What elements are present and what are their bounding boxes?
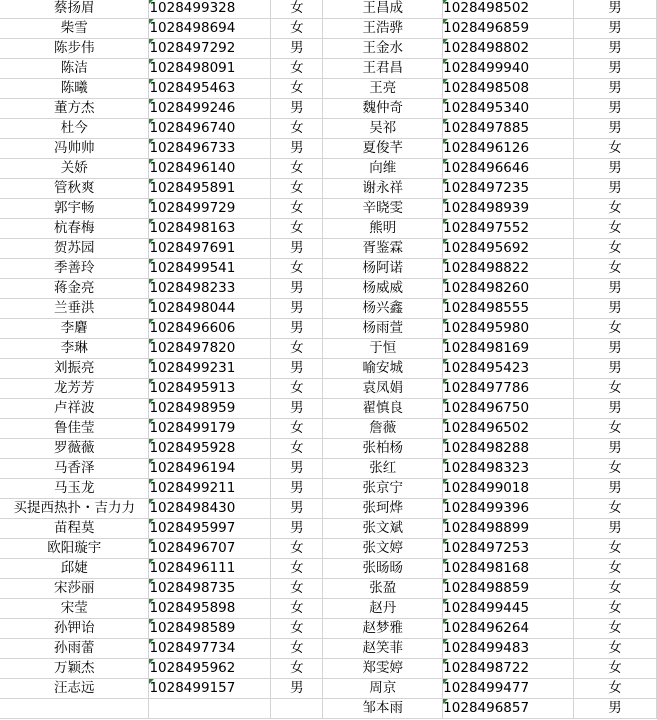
gender-cell[interactable]: 女 [271,539,323,559]
gender-cell[interactable]: 女 [574,599,657,619]
gender-cell[interactable]: 男 [271,319,323,339]
gender-cell[interactable]: 女 [271,219,323,239]
id-cell[interactable]: 1028496264 [443,619,574,639]
name-cell[interactable]: 冯帅帅 [0,139,149,159]
table-row [0,259,657,279]
id-cell[interactable]: 1028497734 [149,639,271,659]
table-row [0,379,657,399]
id-cell[interactable]: 1028495913 [149,379,271,399]
gender-cell[interactable]: 女 [271,199,323,219]
id-cell[interactable]: 1028495423 [443,359,574,379]
name-cell[interactable]: 孙雨蕾 [0,639,149,659]
id-cell[interactable]: 1028498939 [443,199,574,219]
gender-cell[interactable]: 女 [271,119,323,139]
id-cell[interactable]: 1028499940 [443,59,574,79]
id-cell[interactable]: 1028499328 [149,0,271,19]
id-cell[interactable]: 1028496126 [443,139,574,159]
gender-cell[interactable]: 男 [271,239,323,259]
id-cell[interactable]: 1028495898 [149,599,271,619]
id-cell[interactable]: 1028499396 [443,499,574,519]
gender-cell[interactable]: 女 [574,459,657,479]
name-cell[interactable]: 龙芳芳 [0,379,149,399]
table-row [0,419,657,439]
id-cell[interactable]: 1028496707 [149,539,271,559]
id-cell[interactable]: 1028497253 [443,539,574,559]
id-cell[interactable]: 1028499541 [149,259,271,279]
id-cell[interactable]: 1028495692 [443,239,574,259]
table-row [0,139,657,159]
id-cell[interactable]: 1028498694 [149,19,271,39]
id-cell[interactable]: 1028495340 [443,99,574,119]
table-row [0,399,657,419]
id-cell[interactable]: 1028496194 [149,459,271,479]
name-cell[interactable]: 张旸旸 [323,559,443,579]
gender-cell[interactable]: 男 [271,399,323,419]
name-cell[interactable]: 周京 [323,679,443,699]
name-cell[interactable]: 王浩骅 [323,19,443,39]
gender-cell[interactable]: 女 [574,619,657,639]
id-cell[interactable]: 1028497235 [443,179,574,199]
gender-cell[interactable]: 女 [271,59,323,79]
id-cell[interactable]: 1028498899 [443,519,574,539]
id-cell[interactable]: 1028498169 [443,339,574,359]
name-cell[interactable]: 王亮 [323,79,443,99]
id-cell[interactable]: 1028497691 [149,239,271,259]
name-cell[interactable]: 罗薇薇 [0,439,149,459]
name-cell[interactable]: 袁凤娟 [323,379,443,399]
gender-cell[interactable]: 女 [574,639,657,659]
id-cell[interactable]: 1028496857 [443,699,574,719]
id-cell[interactable]: 1028496740 [149,119,271,139]
name-cell[interactable]: 赵丹 [323,599,443,619]
table-row [0,219,657,239]
name-cell[interactable]: 郭宇畅 [0,199,149,219]
id-cell[interactable]: 1028496606 [149,319,271,339]
id-cell[interactable]: 1028498735 [149,579,271,599]
id-cell[interactable]: 1028497552 [443,219,574,239]
gender-cell[interactable]: 男 [574,99,657,119]
name-cell[interactable]: 邹本雨 [323,699,443,719]
name-cell[interactable]: 张红 [323,459,443,479]
name-cell[interactable]: 宋莹 [0,599,149,619]
id-cell[interactable]: 1028499246 [149,99,271,119]
id-cell[interactable]: 1028498508 [443,79,574,99]
table-row [0,19,657,39]
name-cell[interactable]: 张盈 [323,579,443,599]
table-row [0,699,657,719]
table-row [0,439,657,459]
id-cell[interactable]: 1028498959 [149,399,271,419]
name-cell[interactable]: 王昌成 [323,0,443,19]
table-row [0,519,657,539]
gender-cell[interactable]: 男 [574,159,657,179]
gender-cell[interactable]: 女 [271,339,323,359]
name-cell[interactable]: 董方杰 [0,99,149,119]
gender-cell[interactable]: 女 [574,579,657,599]
gender-cell[interactable]: 女 [271,599,323,619]
gender-cell[interactable]: 男 [574,279,657,299]
id-cell[interactable]: 1028498323 [443,459,574,479]
gender-cell[interactable]: 女 [574,419,657,439]
table-row [0,319,657,339]
name-cell[interactable]: 陈步伟 [0,39,149,59]
table-row [0,639,657,659]
gender-cell[interactable]: 男 [271,519,323,539]
name-cell[interactable]: 王金水 [323,39,443,59]
gender-cell[interactable]: 男 [574,119,657,139]
table-row [0,559,657,579]
name-cell[interactable]: 关娇 [0,159,149,179]
id-cell[interactable]: 1028498168 [443,559,574,579]
name-cell[interactable]: 季善玲 [0,259,149,279]
table-row [0,179,657,199]
gender-cell[interactable]: 男 [574,359,657,379]
gender-cell[interactable]: 女 [271,179,323,199]
name-cell[interactable]: 于恒 [323,339,443,359]
gender-cell[interactable]: 女 [574,319,657,339]
gender-cell[interactable]: 女 [574,539,657,559]
gender-cell[interactable]: 女 [271,559,323,579]
gender-cell[interactable]: 女 [574,379,657,399]
gender-cell[interactable]: 男 [574,179,657,199]
gender-cell[interactable]: 女 [271,0,323,19]
name-cell[interactable]: 张京宁 [323,479,443,499]
name-cell[interactable]: 卢祥波 [0,399,149,419]
table-row [0,599,657,619]
gender-cell[interactable]: 男 [574,519,657,539]
gender-cell[interactable]: 男 [271,459,323,479]
id-cell[interactable]: 1028496646 [443,159,574,179]
gender-cell[interactable]: 男 [271,679,323,699]
id-cell[interactable]: 1028495962 [149,659,271,679]
id-cell[interactable]: 1028499483 [443,639,574,659]
id-cell[interactable]: 1028498044 [149,299,271,319]
gender-cell[interactable]: 男 [574,59,657,79]
gender-cell[interactable]: 男 [271,359,323,379]
name-cell[interactable]: 李琳 [0,339,149,359]
name-cell[interactable]: 万颖杰 [0,659,149,679]
name-cell[interactable]: 吴祁 [323,119,443,139]
id-cell[interactable]: 1028498722 [443,659,574,679]
id-cell[interactable]: 1028495928 [149,439,271,459]
gender-cell[interactable]: 男 [574,439,657,459]
table-row [0,619,657,639]
name-cell[interactable]: 欧阳璇宇 [0,539,149,559]
gender-cell[interactable]: 男 [574,479,657,499]
table-row [0,459,657,479]
name-cell[interactable]: 兰垂洪 [0,299,149,319]
name-cell[interactable]: 向维 [323,159,443,179]
id-cell[interactable]: 1028497292 [149,39,271,59]
gender-cell[interactable]: 男 [271,39,323,59]
gender-cell[interactable]: 男 [574,39,657,59]
id-cell[interactable]: 1028499477 [443,679,574,699]
name-cell[interactable]: 鲁佳莹 [0,419,149,439]
name-cell[interactable]: 夏俊芊 [323,139,443,159]
table-row [0,339,657,359]
gender-cell[interactable]: 女 [271,619,323,639]
name-cell[interactable]: 陈曦 [0,79,149,99]
gender-cell[interactable]: 男 [271,279,323,299]
table-row [0,659,657,679]
name-cell[interactable]: 张柏杨 [323,439,443,459]
table-row [0,159,657,179]
name-cell[interactable]: 喻安城 [323,359,443,379]
gender-cell[interactable]: 女 [574,259,657,279]
gender-cell[interactable]: 女 [271,159,323,179]
gender-cell[interactable]: 男 [271,99,323,119]
id-cell[interactable]: 1028498802 [443,39,574,59]
gender-cell[interactable]: 女 [574,139,657,159]
id-cell[interactable]: 1028499231 [149,359,271,379]
id-cell[interactable]: 1028499445 [443,599,574,619]
gender-cell[interactable]: 女 [271,439,323,459]
gender-cell[interactable]: 女 [574,199,657,219]
id-cell[interactable]: 1028496733 [149,139,271,159]
id-cell[interactable]: 1028495891 [149,179,271,199]
name-cell[interactable]: 马玉龙 [0,479,149,499]
name-cell[interactable]: 李麏 [0,319,149,339]
name-cell[interactable]: 胥鉴霖 [323,239,443,259]
id-cell[interactable]: 1028499179 [149,419,271,439]
table-row [0,499,657,519]
table-row [0,79,657,99]
id-cell[interactable]: 1028498589 [149,619,271,639]
gender-cell[interactable]: 女 [271,659,323,679]
gender-cell[interactable]: 男 [271,479,323,499]
name-cell[interactable]: 翟慎良 [323,399,443,419]
gender-cell[interactable]: 男 [574,0,657,19]
id-cell[interactable]: 1028497885 [443,119,574,139]
gender-cell[interactable]: 女 [574,679,657,699]
id-cell[interactable]: 1028498260 [443,279,574,299]
name-cell[interactable]: 陈洁 [0,59,149,79]
gender-cell[interactable]: 女 [271,579,323,599]
gender-cell[interactable]: 男 [574,339,657,359]
name-cell[interactable]: 张珂烨 [323,499,443,519]
id-cell[interactable]: 1028498091 [149,59,271,79]
name-cell[interactable]: 孙钾诒 [0,619,149,639]
id-cell[interactable]: 1028496140 [149,159,271,179]
gender-cell[interactable]: 男 [574,399,657,419]
table-row [0,479,657,499]
gender-cell[interactable]: 女 [271,259,323,279]
name-cell[interactable]: 邱婕 [0,559,149,579]
gender-cell[interactable] [271,699,323,719]
id-cell[interactable]: 1028499157 [149,679,271,699]
gender-cell[interactable]: 女 [574,239,657,259]
name-cell[interactable]: 杨兴鑫 [323,299,443,319]
id-cell[interactable]: 1028498555 [443,299,574,319]
id-cell[interactable]: 1028498502 [443,0,574,19]
name-cell[interactable]: 管秋爽 [0,179,149,199]
name-cell[interactable]: 汪志远 [0,679,149,699]
name-cell[interactable]: 张文婷 [323,539,443,559]
id-cell[interactable]: 1028497786 [443,379,574,399]
id-cell[interactable]: 1028498430 [149,499,271,519]
id-cell[interactable]: 1028497820 [149,339,271,359]
gender-cell[interactable]: 男 [271,299,323,319]
name-cell[interactable]: 王君昌 [323,59,443,79]
table-row [0,279,657,299]
id-cell[interactable] [149,699,271,719]
table-row [0,239,657,259]
name-cell[interactable]: 蒋金亮 [0,279,149,299]
name-cell[interactable]: 谢永祥 [323,179,443,199]
name-cell[interactable]: 贺苏园 [0,239,149,259]
table-row [0,99,657,119]
gender-cell[interactable]: 女 [574,499,657,519]
id-cell[interactable]: 1028496502 [443,419,574,439]
table-row [0,359,657,379]
id-cell[interactable]: 1028498233 [149,279,271,299]
gender-cell[interactable]: 女 [271,79,323,99]
gender-cell[interactable]: 男 [271,499,323,519]
table-row [0,299,657,319]
gender-cell[interactable]: 女 [271,419,323,439]
name-cell[interactable]: 马香泽 [0,459,149,479]
gender-cell[interactable]: 男 [574,299,657,319]
name-cell[interactable]: 杜今 [0,119,149,139]
table-row [0,539,657,559]
gender-cell[interactable]: 女 [271,379,323,399]
gender-cell[interactable]: 女 [574,659,657,679]
name-cell[interactable]: 买提西热扑・吉力力 [0,499,149,519]
table-row [0,39,657,59]
name-cell[interactable]: 魏仲奇 [323,99,443,119]
gender-cell[interactable]: 男 [574,699,657,719]
name-cell[interactable] [0,699,149,719]
name-cell[interactable]: 宋莎丽 [0,579,149,599]
gender-cell[interactable]: 男 [574,79,657,99]
table-row [0,679,657,699]
id-cell[interactable]: 1028498822 [443,259,574,279]
id-cell[interactable]: 1028499729 [149,199,271,219]
name-cell[interactable]: 刘振亮 [0,359,149,379]
name-cell[interactable]: 赵梦雅 [323,619,443,639]
id-cell[interactable]: 1028495980 [443,319,574,339]
table-row [0,59,657,79]
name-cell[interactable]: 詹薇 [323,419,443,439]
gender-cell[interactable]: 女 [574,559,657,579]
table-row [0,0,657,19]
id-cell[interactable]: 1028495463 [149,79,271,99]
gender-cell[interactable]: 女 [271,639,323,659]
name-cell[interactable]: 郑雯婷 [323,659,443,679]
name-cell[interactable]: 杭春梅 [0,219,149,239]
name-cell[interactable]: 熊明 [323,219,443,239]
id-cell[interactable]: 1028498288 [443,439,574,459]
table-row [0,199,657,219]
id-cell[interactable]: 1028496859 [443,19,574,39]
id-cell[interactable]: 1028499211 [149,479,271,499]
gender-cell[interactable]: 女 [271,19,323,39]
id-cell[interactable]: 1028496111 [149,559,271,579]
gender-cell[interactable]: 男 [271,139,323,159]
gender-cell[interactable]: 女 [574,219,657,239]
name-cell[interactable]: 蔡扬眉 [0,0,149,19]
name-cell[interactable]: 赵笑菲 [323,639,443,659]
id-cell[interactable]: 1028499018 [443,479,574,499]
id-cell[interactable]: 1028498163 [149,219,271,239]
id-cell[interactable]: 1028496750 [443,399,574,419]
name-cell[interactable]: 张文斌 [323,519,443,539]
name-cell[interactable]: 杨阿诺 [323,259,443,279]
name-cell[interactable]: 杨威威 [323,279,443,299]
name-cell[interactable]: 辛晓雯 [323,199,443,219]
name-cell[interactable]: 柴雪 [0,19,149,39]
table-row [0,119,657,139]
name-cell[interactable]: 苗程莫 [0,519,149,539]
id-cell[interactable]: 1028495997 [149,519,271,539]
id-cell[interactable]: 1028498859 [443,579,574,599]
name-cell[interactable]: 杨雨萱 [323,319,443,339]
gender-cell[interactable]: 男 [574,19,657,39]
table-row [0,579,657,599]
